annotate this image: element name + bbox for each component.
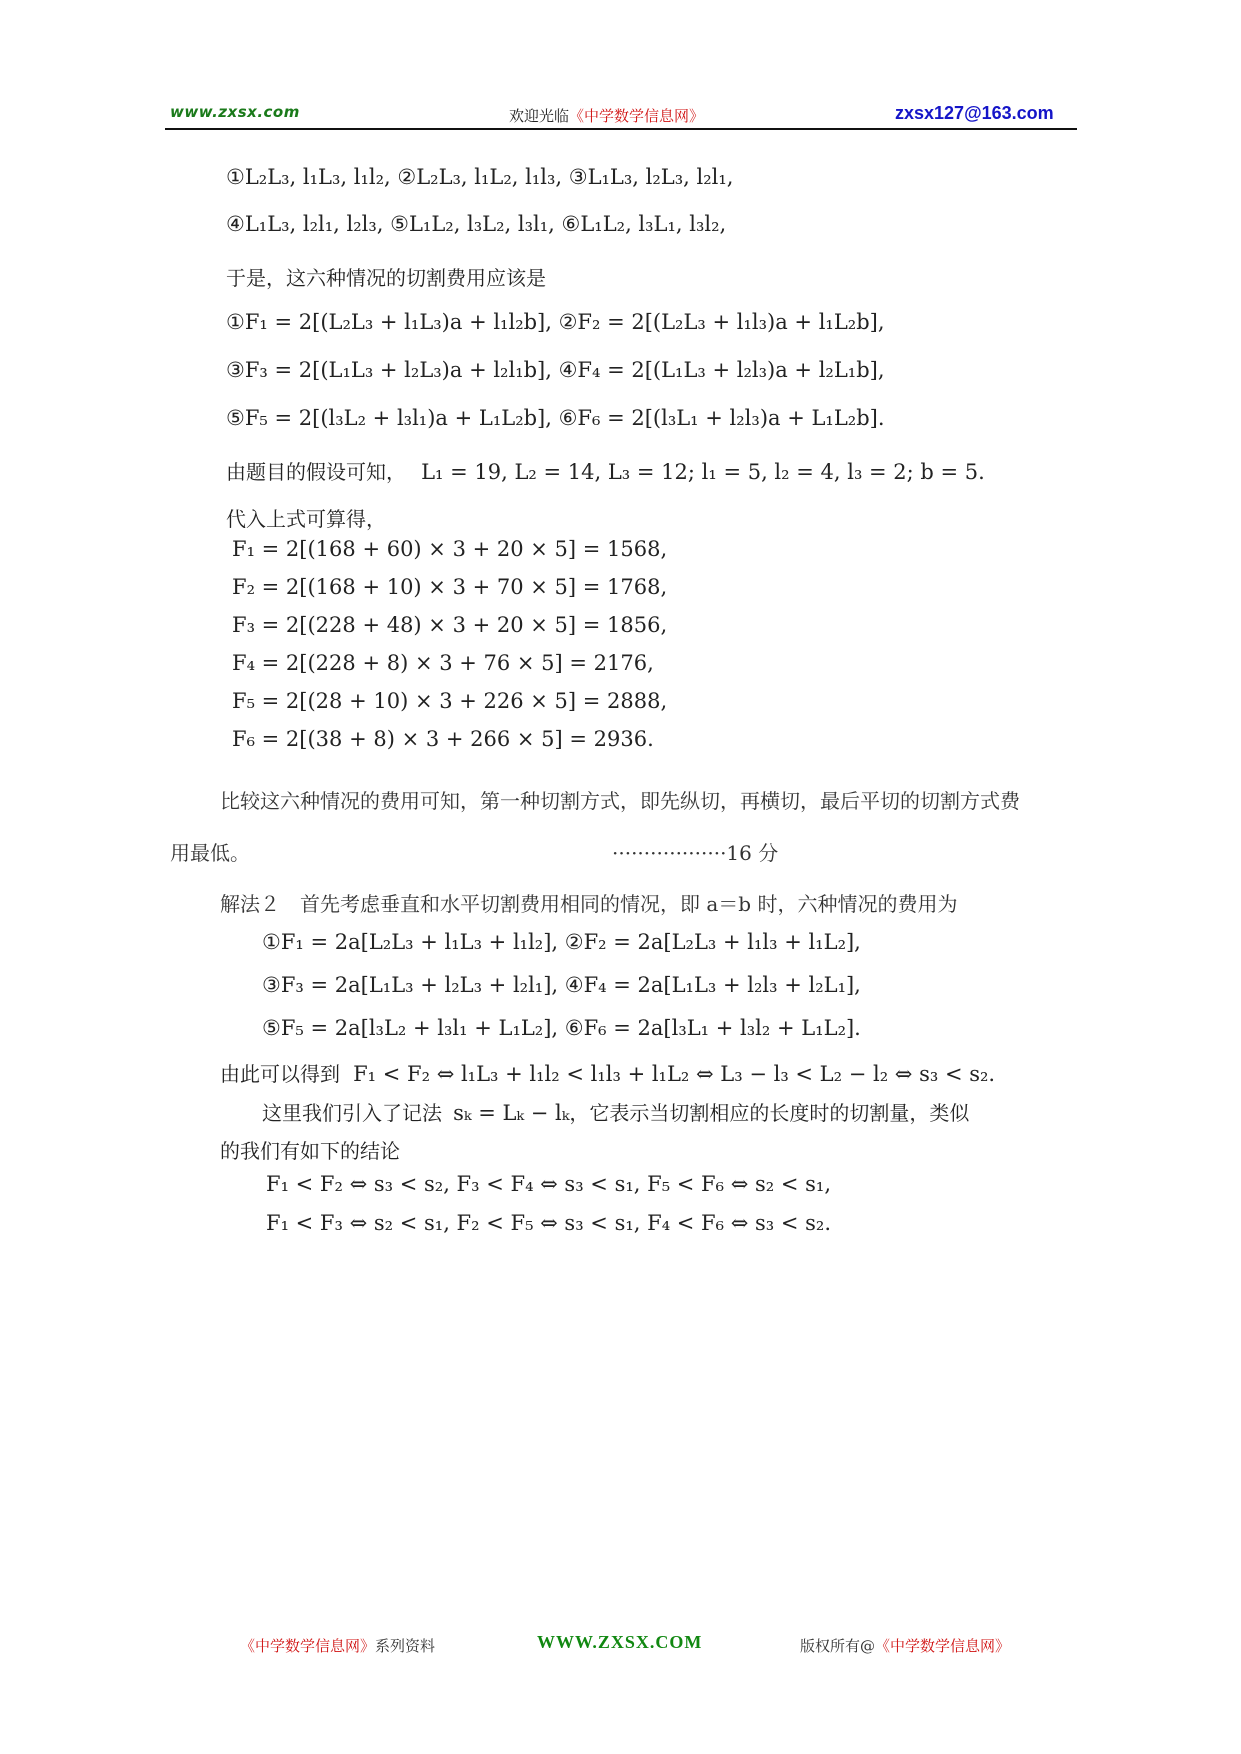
site-logo[interactable]: www.zxsx.com: [170, 103, 300, 121]
computed-f5: F₅ = 2[(28 + 10) × 3 + 226 × 5] = 2888,: [232, 689, 668, 713]
header-email[interactable]: zxsx127@163.com: [895, 103, 1054, 123]
notation-formula: sₖ = Lₖ − lₖ: [453, 1101, 570, 1125]
substitute-label: 代入上式可算得，: [226, 507, 386, 531]
assumption-values: L₁ = 19, L₂ = 14, L₃ = 12; l₁ = 5, l₂ = 4, l₃ = 2; b = 5.: [421, 460, 985, 484]
notation-line-2: 的我们有如下的结论: [220, 1139, 400, 1163]
derive-line: [220, 1058, 995, 1087]
costs-intro: 于是，这六种情况的切割费用应该是: [226, 266, 546, 290]
conclusion-line-2: 用最低。: [170, 841, 250, 865]
ordering-row-1: ①L₂L₃, l₁L₃, l₁l₂, ②L₂L₃, l₁L₂, l₁l₃, ③L₁L₃, l₂L₃, l₂l₁,: [226, 165, 734, 189]
ordering-row-2: ④L₁L₃, l₂l₁, l₂l₃, ⑤L₁L₂, l₃L₂, l₃l₁, ⑥L₁L₂, l₃L₁, l₃l₂,: [226, 212, 727, 236]
footer-right-site: 《中学数学信息网》: [875, 1637, 1011, 1655]
notation-text-a: 这里我们引入了记法: [262, 1101, 442, 1125]
method2-formula-row-2: ③F₃ = 2a[L₁L₃ + l₂L₃ + l₂l₁], ④F₄ = 2a[L₁L₃ + l₂l₃ + l₂L₁],: [262, 973, 861, 997]
assumption-line: [226, 456, 985, 485]
computed-f1: F₁ = 2[(168 + 60) × 3 + 20 × 5] = 1568,: [232, 537, 668, 561]
result-row-2: F₁ < F₃ ⇔ s₂ < s₁, F₂ < F₅ ⇔ s₃ < s₁, F₄ < F₆ ⇔ s₃ < s₂.: [266, 1211, 832, 1235]
computed-f2: F₂ = 2[(168 + 10) × 3 + 70 × 5] = 1768,: [232, 575, 668, 599]
derive-formula: F₁ < F₂ ⇔ l₁L₃ + l₁l₂ < l₁l₃ + l₁L₂ ⇔ L₃ − l₃ < L₂ − l₂ ⇔ s₃ < s₂.: [353, 1062, 996, 1086]
welcome-prefix: 欢迎光临: [509, 107, 570, 125]
header-divider: [165, 128, 1077, 130]
cost-formula-row-2: ③F₃ = 2[(L₁L₃ + l₂L₃)a + l₂l₁b], ④F₄ = 2[(L₁L₃ + l₂l₃)a + l₂L₁b],: [226, 358, 885, 382]
footer-right: [800, 1635, 1010, 1656]
method2-formula-row-1: ①F₁ = 2a[L₂L₃ + l₁L₃ + l₁l₂], ②F₂ = 2a[L₂L₃ + l₁l₃ + l₁L₂],: [262, 930, 861, 954]
footer-right-prefix: 版权所有@: [800, 1637, 876, 1655]
computed-f3: F₃ = 2[(228 + 48) × 3 + 20 × 5] = 1856,: [232, 613, 668, 637]
cost-formula-row-1: ①F₁ = 2[(L₂L₃ + l₁L₃)a + l₁l₂b], ②F₂ = 2[(L₂L₃ + l₁l₃)a + l₁L₂b],: [226, 310, 885, 334]
score-mark: ··················16 分: [612, 841, 779, 865]
notation-text-b: ，它表示当切割相应的长度时的切割量，类似: [569, 1101, 970, 1125]
footer-url[interactable]: WWW.ZXSX.COM: [537, 1632, 703, 1652]
assumption-label: 由题目的假设可知，: [226, 460, 406, 484]
method2-intro: 解法２ 首先考虑垂直和水平切割费用相同的情况，即 a＝b 时，六种情况的费用为: [220, 892, 958, 916]
conclusion-line-1: 比较这六种情况的费用可知，第一种切割方式，即先纵切，再横切，最后平切的切割方式费: [220, 789, 1020, 813]
header-welcome: [509, 105, 704, 126]
footer-left: [240, 1635, 435, 1656]
welcome-site-name: 《中学数学信息网》: [569, 107, 705, 125]
computed-f4: F₄ = 2[(228 + 8) × 3 + 76 × 5] = 2176,: [232, 651, 654, 675]
notation-line-1: [262, 1097, 969, 1126]
result-row-1: F₁ < F₂ ⇔ s₃ < s₂, F₃ < F₄ ⇔ s₃ < s₁, F₅ < F₆ ⇔ s₂ < s₁,: [266, 1172, 832, 1196]
derive-label: 由此可以得到: [220, 1062, 340, 1086]
computed-f6: F₆ = 2[(38 + 8) × 3 + 266 × 5] = 2936.: [232, 727, 654, 751]
method2-formula-row-3: ⑤F₅ = 2a[l₃L₂ + l₃l₁ + L₁L₂], ⑥F₆ = 2a[l₃L₁ + l₃l₂ + L₁L₂].: [262, 1016, 861, 1040]
footer-left-site: 《中学数学信息网》: [240, 1637, 376, 1655]
cost-formula-row-3: ⑤F₅ = 2[(l₃L₂ + l₃l₁)a + L₁L₂b], ⑥F₆ = 2[(l₃L₁ + l₂l₃)a + L₁L₂b].: [226, 406, 885, 430]
footer-left-suffix: 系列资料: [375, 1637, 436, 1655]
